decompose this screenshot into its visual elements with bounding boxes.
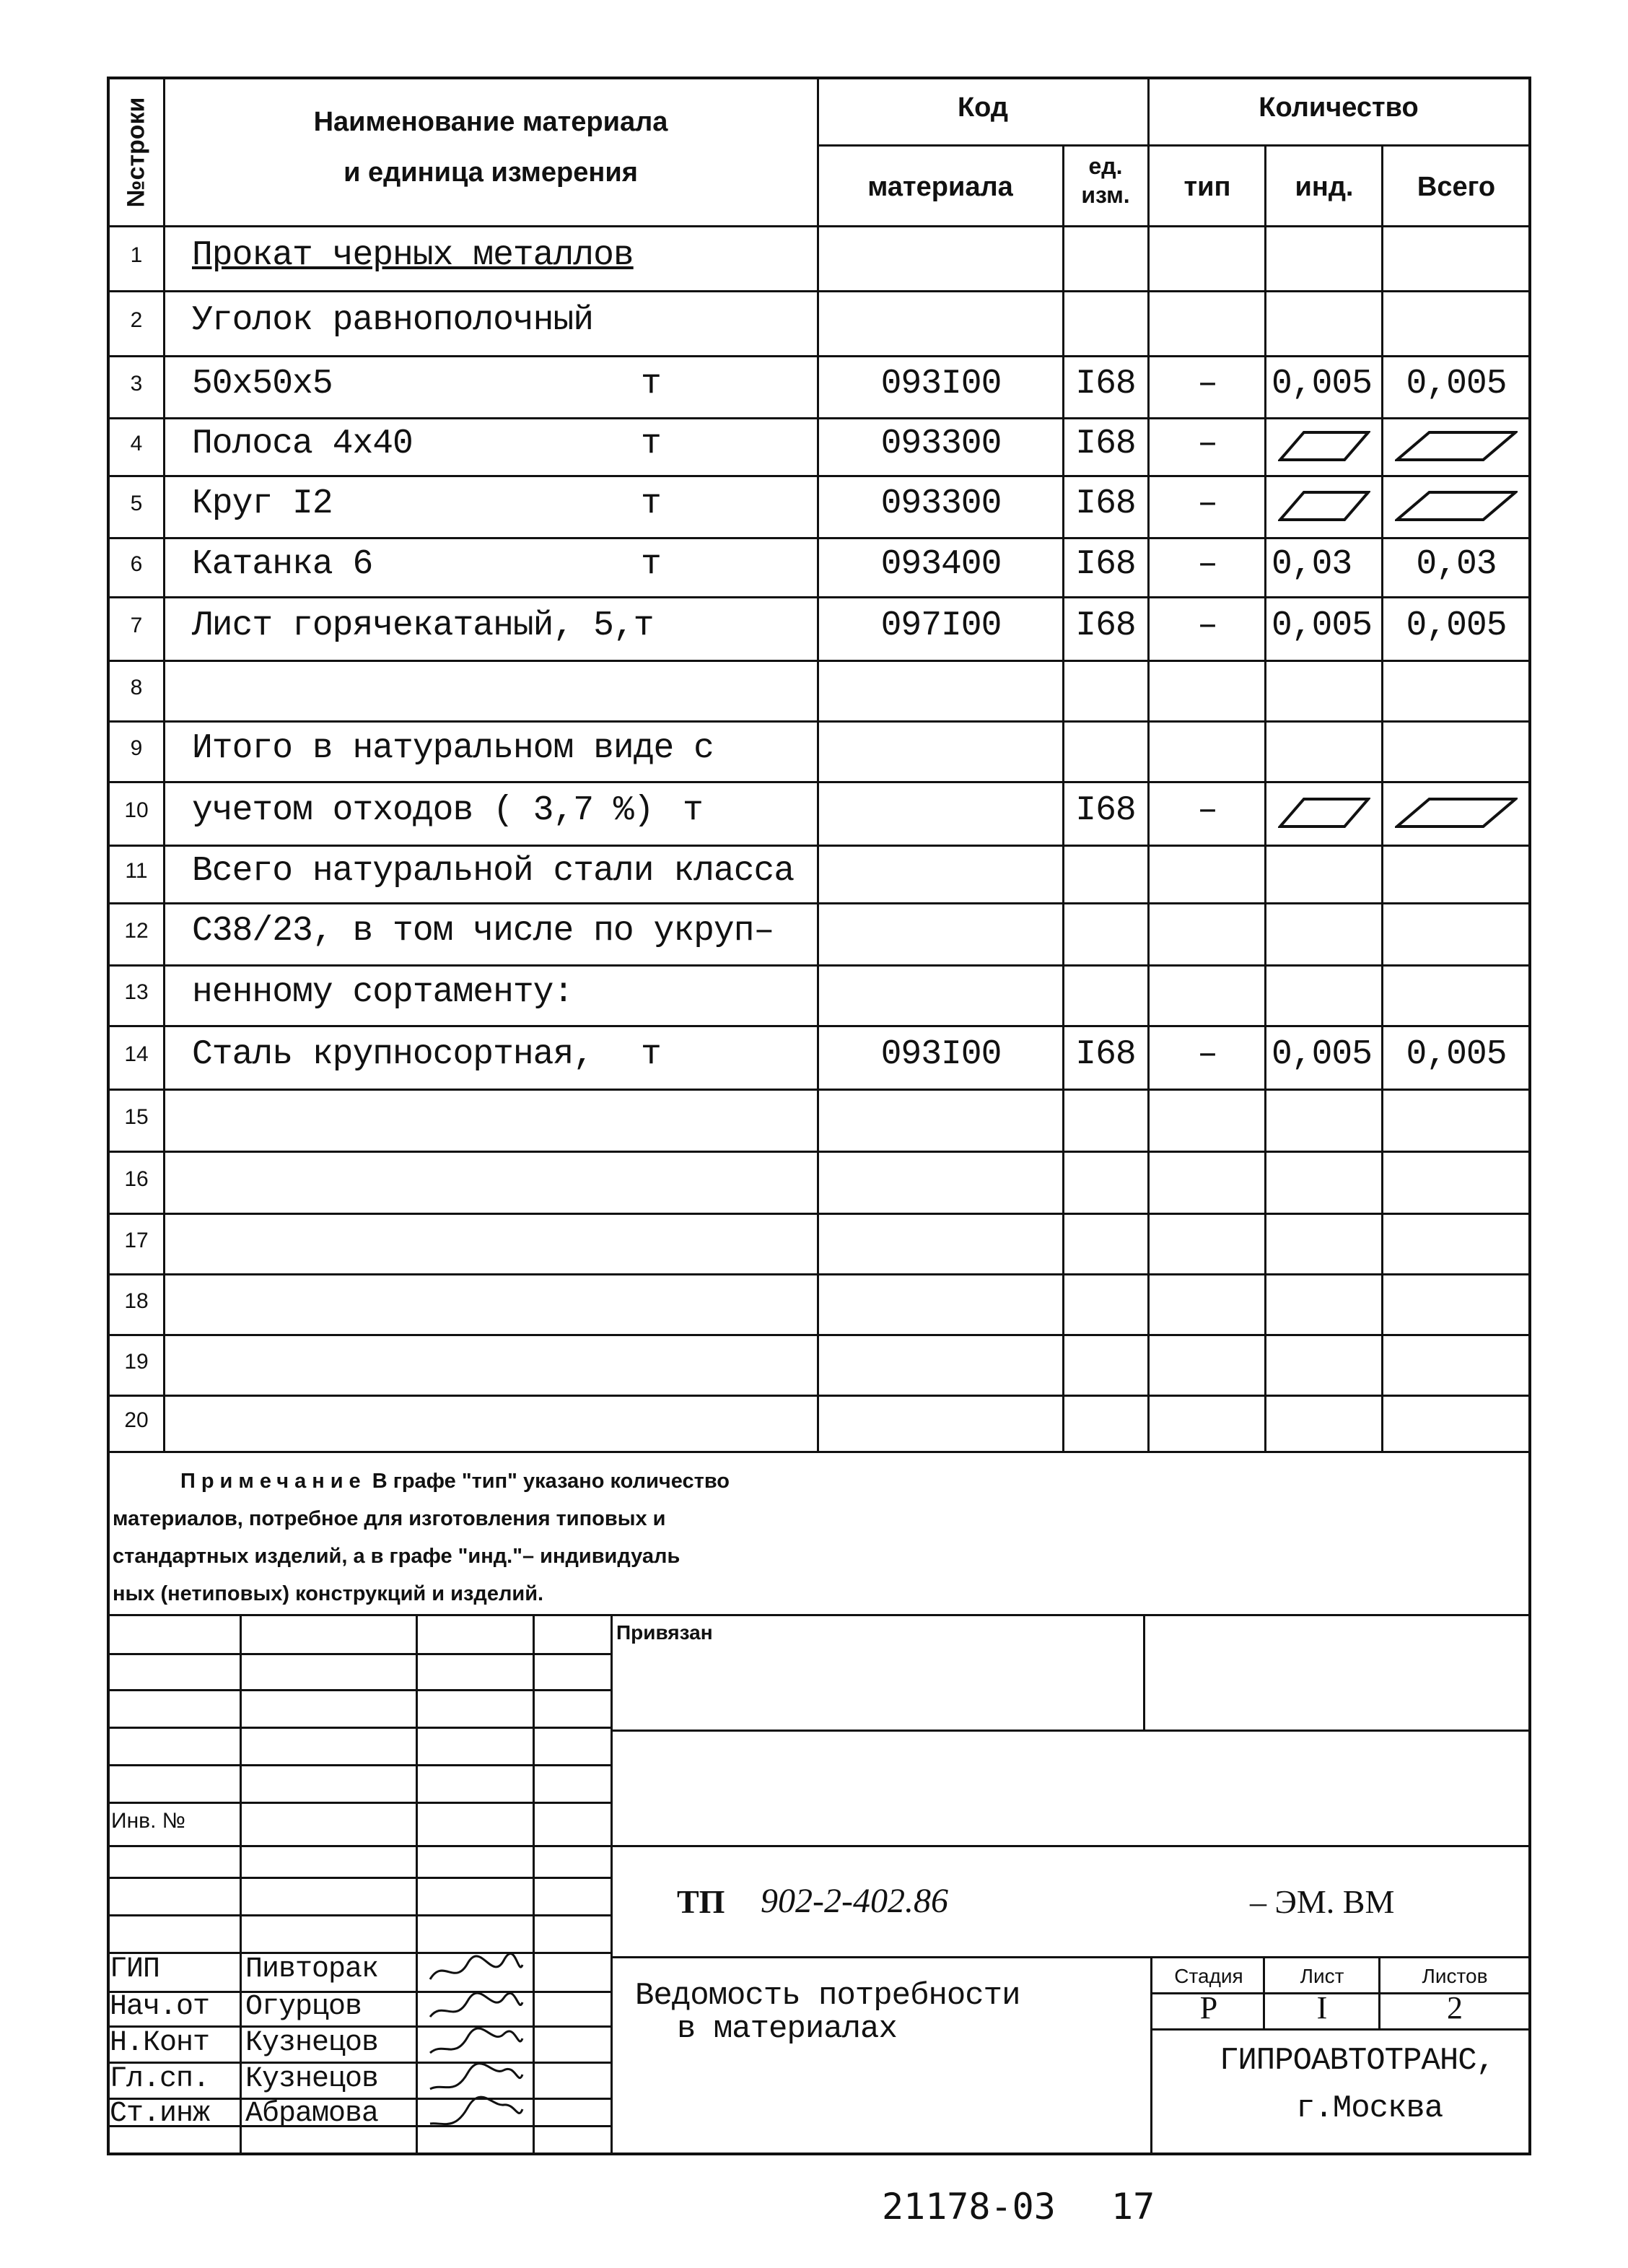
role-label: Нач.от bbox=[110, 1991, 210, 2023]
ind-value: 0,005 bbox=[1272, 365, 1373, 404]
tb-left-row-line bbox=[108, 1877, 612, 1879]
row-separator bbox=[108, 1213, 1530, 1215]
role-person-name: Огурцов bbox=[245, 1991, 362, 2023]
sheets-value: 2 bbox=[1447, 1990, 1463, 2025]
row-separator bbox=[108, 355, 1530, 357]
type-value: – bbox=[1197, 1035, 1217, 1074]
signature-stroke bbox=[430, 1993, 522, 2017]
row-number: 2 bbox=[130, 308, 143, 332]
bound-label: Привязан bbox=[616, 1621, 713, 1644]
row-separator bbox=[108, 902, 1530, 904]
note-line3: стандартных изделий, а в графе "инд."– индивидуаль bbox=[113, 1545, 680, 1568]
name-header-line1: Наименование материала bbox=[313, 107, 668, 137]
document-title-line1: Ведомость потребности bbox=[635, 1978, 1020, 2014]
row-separator bbox=[108, 720, 1530, 723]
sheet-label: Лист bbox=[1300, 1965, 1344, 1987]
material-code: 093300 bbox=[880, 424, 1002, 463]
row-separator bbox=[108, 1395, 1530, 1397]
unit-code: I68 bbox=[1075, 484, 1136, 523]
signature-stroke bbox=[430, 2028, 522, 2053]
col-line-type bbox=[1264, 144, 1266, 1452]
stage-value: Р bbox=[1199, 1990, 1218, 2025]
material-code: 093I00 bbox=[880, 1035, 1002, 1074]
stage-label: Стадия bbox=[1174, 1965, 1243, 1987]
unit-symbol: т bbox=[641, 365, 661, 404]
col-line-ind bbox=[1381, 144, 1383, 1452]
unit-symbol: т bbox=[683, 791, 703, 830]
type-value: – bbox=[1197, 545, 1217, 584]
name-header-line2: и единица измерения bbox=[343, 157, 638, 188]
unit-code: I68 bbox=[1075, 545, 1136, 584]
row-number: 4 bbox=[130, 432, 143, 455]
title-block-bottom bbox=[108, 2153, 1531, 2155]
blank-mark-shape bbox=[1397, 799, 1515, 826]
tb-left-row-line bbox=[108, 1653, 612, 1655]
row-number: 11 bbox=[125, 859, 148, 883]
tb-title-divider bbox=[1150, 1956, 1152, 2154]
blank-parallelogram-mark bbox=[1278, 430, 1370, 462]
material-name: Сталь крупносортная, bbox=[192, 1035, 594, 1074]
tb-col-2 bbox=[416, 1614, 418, 2154]
note-line1-text: В графе "тип" указано количество bbox=[372, 1470, 730, 1493]
material-code: 093400 bbox=[880, 545, 1002, 584]
total-value: 0,005 bbox=[1406, 606, 1507, 645]
type-header: тип bbox=[1183, 172, 1231, 202]
header-bottom-line bbox=[108, 225, 1530, 227]
row-number: 10 bbox=[124, 798, 149, 822]
material-name: Катанка 6 bbox=[192, 545, 373, 584]
material-code: 093I00 bbox=[880, 365, 1002, 404]
row-number: 18 bbox=[124, 1289, 149, 1313]
tb-left-row-line bbox=[108, 1802, 612, 1804]
type-value: – bbox=[1197, 606, 1217, 645]
row-separator bbox=[108, 845, 1530, 847]
row-number: 1 bbox=[130, 243, 143, 267]
table-bottom-border bbox=[108, 1451, 1531, 1453]
tb-col-3 bbox=[533, 1614, 535, 2154]
tb-doc-bottom bbox=[612, 1956, 1530, 1958]
material-name: 50х50х5 bbox=[192, 365, 333, 404]
note-line1 bbox=[180, 1462, 730, 1500]
unit-header: ед. изм. bbox=[1081, 153, 1130, 208]
material-name: Полоса 4х40 bbox=[192, 424, 413, 463]
blank-parallelogram-mark bbox=[1395, 490, 1518, 522]
signature-scribble bbox=[426, 2060, 527, 2099]
row-separator bbox=[108, 660, 1530, 662]
material-name: учетом отходов ( 3,7 %) bbox=[192, 791, 654, 830]
inv-no-label: Инв. № bbox=[111, 1809, 185, 1833]
signature-scribble bbox=[426, 2095, 527, 2134]
tb-stage-bottom bbox=[1152, 2028, 1530, 2031]
role-person-name: Кузнецов bbox=[245, 2063, 379, 2095]
total-value: 0,005 bbox=[1406, 365, 1507, 404]
sheets-label: Листов bbox=[1422, 1965, 1488, 1987]
code-header: Код bbox=[957, 92, 1009, 123]
row-separator bbox=[108, 537, 1530, 539]
archive-number: 21178-03 bbox=[882, 2186, 1056, 2228]
sheet-left-border bbox=[107, 77, 110, 2155]
page-number: 17 bbox=[1111, 2186, 1155, 2228]
total-header: Всего bbox=[1417, 172, 1496, 202]
type-value: – bbox=[1197, 424, 1217, 463]
blank-mark-shape bbox=[1280, 432, 1368, 460]
row-separator bbox=[108, 290, 1530, 292]
signature-scribble bbox=[426, 1950, 527, 1989]
row-number: 6 bbox=[130, 552, 143, 576]
material-name: С38/23, в том числе по укруп– bbox=[192, 912, 774, 951]
unit-symbol: т bbox=[641, 484, 661, 523]
tb-stage-col1 bbox=[1263, 1956, 1265, 2030]
row-number: 15 bbox=[124, 1105, 149, 1129]
material-code: 093300 bbox=[880, 484, 1002, 523]
row-number: 9 bbox=[130, 736, 143, 760]
row-separator bbox=[108, 1089, 1530, 1091]
code-material-header: материала bbox=[867, 172, 1013, 202]
doc-number: 902-2-402.86 bbox=[761, 1882, 948, 1920]
title-block-mid bbox=[108, 1845, 1530, 1847]
material-code: 097I00 bbox=[880, 606, 1002, 645]
unit-code: I68 bbox=[1075, 606, 1136, 645]
material-name: Итого в натуральном виде с bbox=[192, 729, 714, 768]
blank-mark-shape bbox=[1280, 799, 1368, 826]
role-label: Гл.сп. bbox=[110, 2063, 210, 2095]
row-number: 7 bbox=[130, 614, 143, 637]
unit-code: I68 bbox=[1075, 791, 1136, 830]
signature-stroke bbox=[430, 2097, 522, 2124]
total-value: 0,005 bbox=[1406, 1035, 1507, 1074]
doc-suffix: – ЭМ. ВМ bbox=[1250, 1883, 1395, 1920]
role-label: Ст.инж bbox=[110, 2098, 210, 2130]
col-line-unit bbox=[1147, 77, 1150, 1452]
unit-symbol: т bbox=[641, 424, 661, 463]
org-line2: г.Москва bbox=[1296, 2090, 1443, 2127]
material-name: Лист горячекатаный, 5,т bbox=[192, 606, 654, 645]
row-number-header bbox=[110, 81, 163, 224]
signature-stroke bbox=[430, 2064, 522, 2089]
note-line4: ных (нетиповых) конструкций и изделий. bbox=[113, 1582, 544, 1605]
signature-stroke bbox=[430, 1953, 522, 1979]
unit-code: I68 bbox=[1075, 365, 1136, 404]
material-name: Всего натуральной стали класса bbox=[192, 852, 795, 891]
ind-value: 0,03 bbox=[1272, 545, 1352, 584]
type-value: – bbox=[1197, 484, 1217, 523]
row-number: 17 bbox=[124, 1229, 149, 1252]
unit-code: I68 bbox=[1075, 1035, 1136, 1074]
row-number: 19 bbox=[124, 1350, 149, 1374]
title-block-top bbox=[108, 1614, 1530, 1616]
col-line-no bbox=[163, 77, 165, 1452]
ind-header: инд. bbox=[1295, 172, 1354, 202]
blank-parallelogram-mark bbox=[1278, 797, 1370, 829]
unit-symbol: т bbox=[641, 1035, 661, 1074]
note-line2: материалов, потребное для изготовления типовых и bbox=[113, 1507, 666, 1530]
note-prefix: Примечание bbox=[180, 1470, 367, 1493]
row-separator bbox=[108, 1334, 1530, 1336]
row-number: 3 bbox=[130, 372, 143, 396]
tb-left-row-line bbox=[108, 1689, 612, 1691]
row-number: 5 bbox=[130, 492, 143, 515]
col-line-code bbox=[1062, 144, 1064, 1452]
type-value: – bbox=[1197, 791, 1217, 830]
header-mid-line bbox=[817, 144, 1530, 147]
blank-mark-shape bbox=[1397, 432, 1515, 460]
sheet-value: I bbox=[1316, 1990, 1328, 2025]
row-separator bbox=[108, 964, 1530, 967]
doc-code: ТП bbox=[677, 1883, 725, 1920]
material-name: Уголок равнополочный bbox=[192, 301, 594, 340]
material-name: ненному сортаменту: bbox=[192, 973, 574, 1012]
tb-bound-divider bbox=[1143, 1614, 1145, 1730]
row-number: 14 bbox=[124, 1042, 149, 1066]
tb-col-4 bbox=[610, 1614, 613, 2154]
tb-left-row-line bbox=[108, 1727, 612, 1729]
row-separator bbox=[108, 475, 1530, 477]
blank-parallelogram-mark bbox=[1395, 430, 1518, 462]
blank-mark-shape bbox=[1280, 492, 1368, 520]
tb-col-1 bbox=[240, 1614, 242, 2154]
row-separator bbox=[108, 1273, 1530, 1275]
unit-symbol: т bbox=[641, 545, 661, 584]
row-separator bbox=[108, 596, 1530, 598]
row-number: 8 bbox=[130, 676, 143, 699]
blank-parallelogram-mark bbox=[1278, 490, 1370, 522]
row-number-header-text: №строки bbox=[122, 97, 150, 208]
role-label: Н.Конт bbox=[110, 2027, 210, 2059]
ind-value: 0,005 bbox=[1272, 1035, 1373, 1074]
sheet-right-border bbox=[1528, 77, 1531, 2155]
row-number: 12 bbox=[124, 919, 149, 943]
blank-mark-shape bbox=[1397, 492, 1515, 520]
unit-code: I68 bbox=[1075, 424, 1136, 463]
row-number: 16 bbox=[124, 1167, 149, 1191]
role-person-name: Абрамова bbox=[245, 2098, 379, 2130]
ind-value: 0,005 bbox=[1272, 606, 1373, 645]
col-line-name bbox=[817, 77, 819, 1452]
role-person-name: Пивторак bbox=[245, 1953, 379, 1986]
document-title-line2: в материалах bbox=[677, 2011, 897, 2047]
type-value: – bbox=[1197, 365, 1217, 404]
material-name: Прокат черных металлов bbox=[192, 236, 634, 275]
row-number: 20 bbox=[124, 1408, 149, 1432]
signature-scribble bbox=[426, 1988, 527, 2027]
signature-scribble bbox=[426, 2024, 527, 2063]
total-value: 0,03 bbox=[1416, 545, 1497, 584]
row-number: 13 bbox=[124, 980, 149, 1004]
role-label: ГИП bbox=[110, 1953, 160, 1986]
row-separator bbox=[108, 1151, 1530, 1153]
tb-left-row-line bbox=[108, 1914, 612, 1916]
table-top-border bbox=[108, 77, 1531, 79]
tb-bound-bottom bbox=[612, 1730, 1530, 1732]
tb-stage-col2 bbox=[1378, 1956, 1380, 2030]
tb-left-row-line bbox=[108, 1764, 612, 1766]
row-separator bbox=[108, 417, 1530, 419]
org-line1: ГИПРОАВТОТРАНС, bbox=[1220, 2043, 1495, 2079]
blank-parallelogram-mark bbox=[1395, 797, 1518, 829]
row-separator bbox=[108, 781, 1530, 783]
role-person-name: Кузнецов bbox=[245, 2027, 379, 2059]
quantity-header: Количество bbox=[1259, 92, 1419, 123]
material-name: Круг I2 bbox=[192, 484, 333, 523]
row-separator bbox=[108, 1025, 1530, 1027]
